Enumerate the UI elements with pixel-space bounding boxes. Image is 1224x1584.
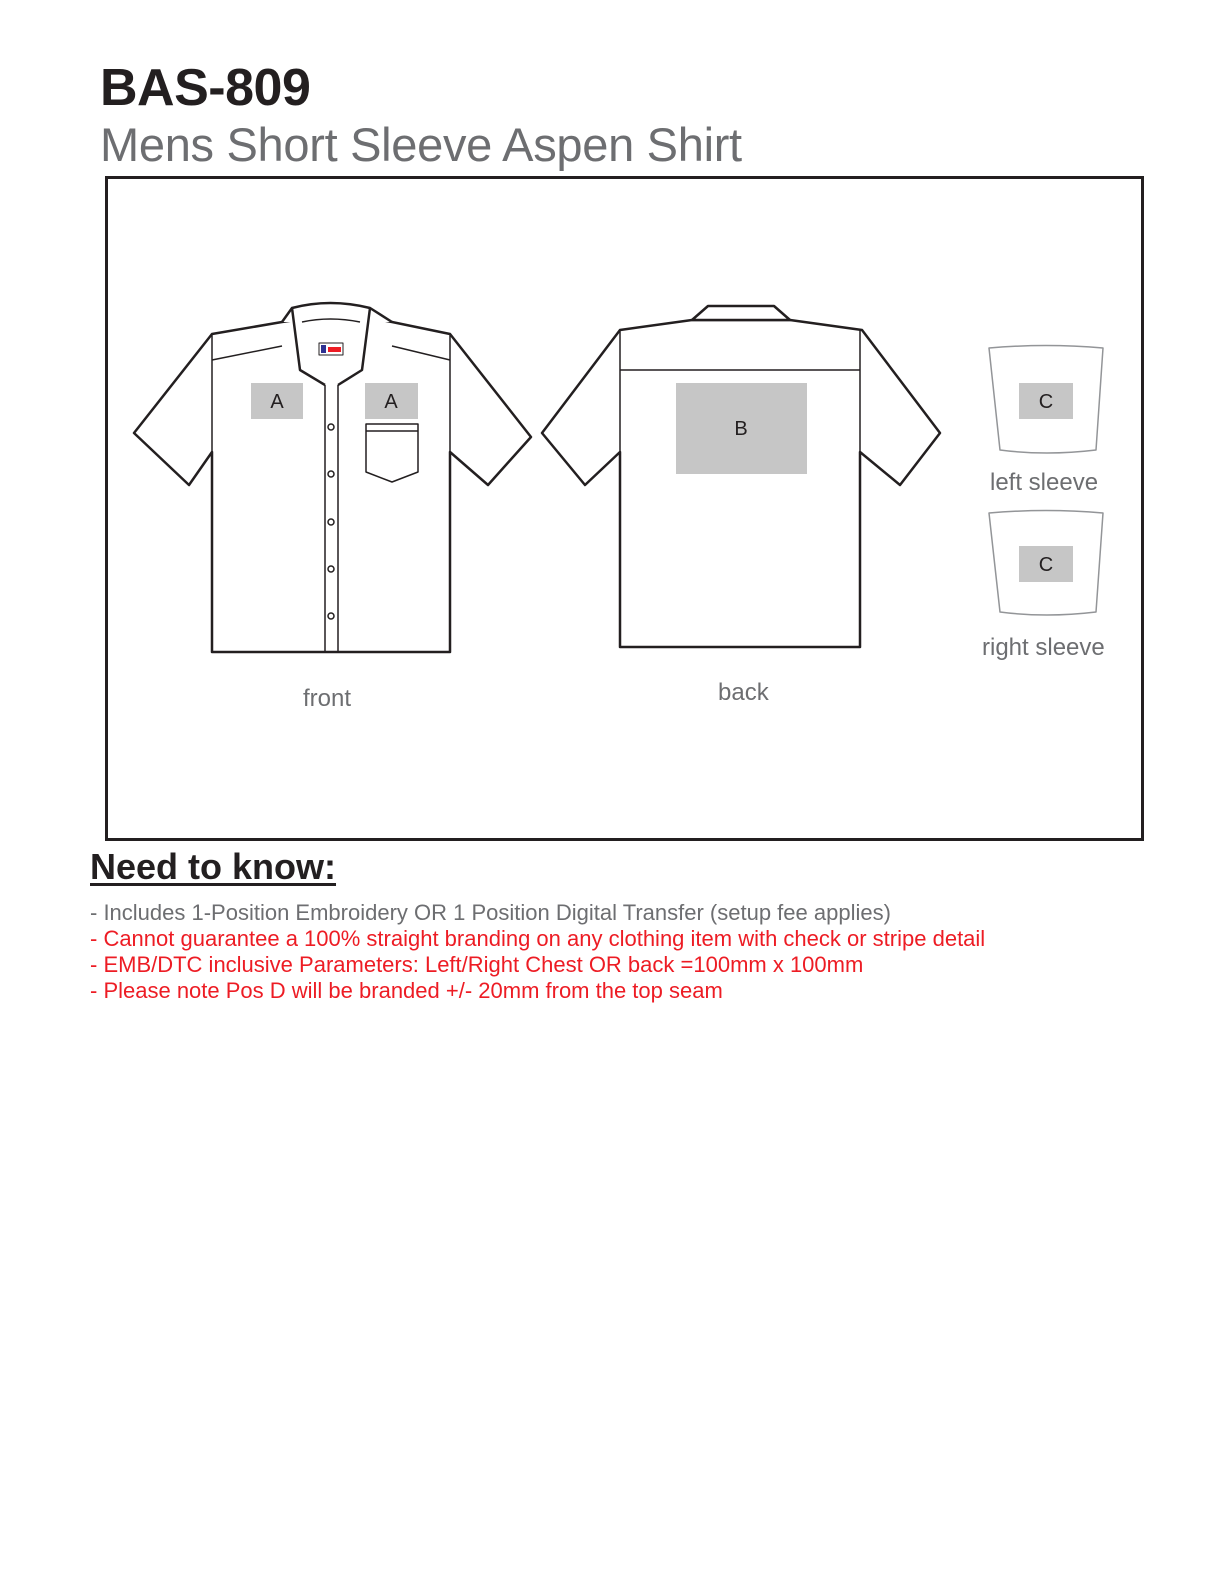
product-title: Mens Short Sleeve Aspen Shirt xyxy=(100,118,742,171)
zone-c-right-label: C xyxy=(1038,554,1054,576)
zone-a-right-label: A xyxy=(384,391,398,413)
product-code: BAS-809 xyxy=(100,59,311,117)
garment-drawings xyxy=(108,179,1141,838)
left-sleeve-label: left sleeve xyxy=(990,469,1099,496)
zone-a-left-label: A xyxy=(270,391,284,413)
zone-c-left-label: C xyxy=(1038,391,1054,413)
note-item: - Cannot guarantee a 100% straight branding on any clothing item with check or stripe detail xyxy=(90,926,986,951)
note-item: - EMB/DTC inclusive Parameters: Left/Right Chest OR back =100mm x 100mm xyxy=(90,952,864,977)
zone-b-label: B xyxy=(734,418,748,440)
right-sleeve-label: right sleeve xyxy=(982,634,1105,661)
back-view-label: back xyxy=(718,679,769,706)
need-to-know-notes xyxy=(90,900,985,1004)
note-item: - Please note Pos D will be branded +/- 20mm from the top seam xyxy=(90,978,723,1003)
note-item: - Includes 1-Position Embroidery OR 1 Position Digital Transfer (setup fee applies) xyxy=(90,900,891,925)
back-shirt-drawing xyxy=(542,306,940,647)
branding-diagram xyxy=(105,176,1144,841)
need-to-know-heading: Need to know: xyxy=(90,846,337,887)
front-view-label: front xyxy=(303,685,352,712)
front-shirt-drawing xyxy=(134,303,531,652)
